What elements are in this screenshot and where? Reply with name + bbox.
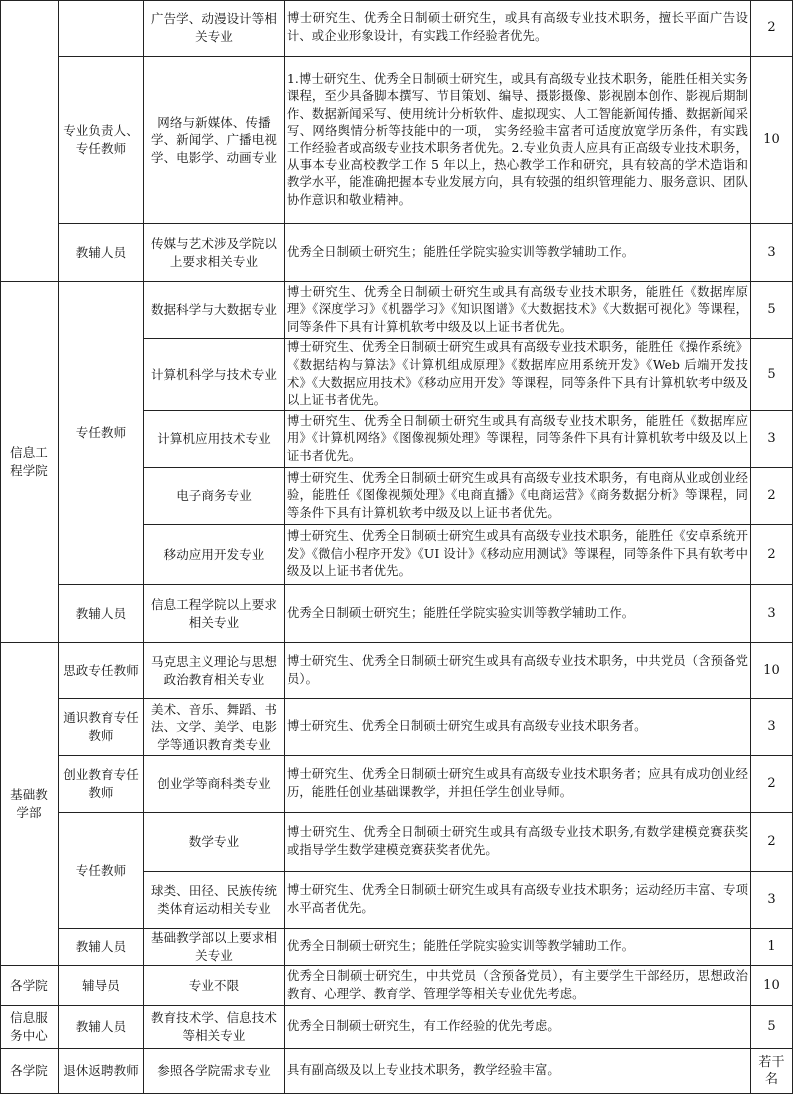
major-cell — [144, 585, 285, 643]
major-cell — [144, 643, 285, 699]
count-cell — [751, 966, 793, 1006]
requirement-text: 优秀全日制硕士研究生；能胜任学院实验实训等教学辅助工作。 — [287, 605, 635, 620]
major-cell — [144, 411, 285, 468]
position-cell — [59, 224, 144, 282]
department-label: 各学院 — [10, 1063, 48, 1079]
requirement-text: 博士研究生、优秀全日制硕士研究生或具有高级专业技术职务，能胜任《数据库原理》《深度学习》《机器学习》《知识图谱》《大数据技术》《大数据可视化》等课程，同等条件下具有计算机软考中级及以上证书者优先。 — [287, 284, 748, 334]
major-cell — [144, 525, 285, 585]
major-label: 创业学等商科类专业 — [157, 776, 271, 792]
major-label: 专业不限 — [188, 977, 240, 993]
department-label: 信息服务中心 — [10, 1010, 48, 1043]
requirement-text: 优秀全日制硕士研究生；能胜任学院实验实训等教学辅助工作。 — [287, 939, 635, 954]
count-value: 若干名 — [758, 1055, 785, 1087]
position-label: 专任教师 — [75, 425, 127, 441]
department-cell — [0, 643, 59, 966]
position-label: 通识教育专任教师 — [63, 710, 139, 743]
count-value: 5 — [767, 1019, 776, 1035]
major-cell — [144, 468, 285, 525]
major-cell — [144, 756, 285, 813]
requirement-text: 博士研究生、优秀全日制硕士研究生或具有高级专业技术职务者；应具有成功创业经历，能胜任创业基础课教学，并担任学生创业导师。 — [287, 767, 748, 799]
count-cell — [751, 585, 793, 643]
major-label: 传媒与艺术涉及学院以上要求相关专业 — [150, 235, 277, 269]
major-label: 信息工程学院以上要求相关专业 — [150, 596, 277, 630]
position-label: 教辅人员 — [75, 939, 127, 955]
requirement-text: 博士研究生、优秀全日制硕士研究生或具有高级专业技术职务,有数学建模竞赛获奖或指导学生数学建模竞赛获奖者优先。 — [287, 825, 748, 857]
major-label: 美术、音乐、舞蹈、书法、文学、美学、电影学等通识教育类专业 — [150, 701, 277, 752]
count-cell — [751, 57, 793, 224]
position-cell — [59, 57, 144, 224]
count-cell — [751, 929, 793, 966]
major-cell — [144, 224, 285, 282]
major-cell — [144, 57, 285, 224]
requirement-cell — [285, 929, 751, 966]
count-cell — [751, 282, 793, 339]
count-cell — [751, 872, 793, 929]
requirement-cell — [285, 411, 751, 468]
major-cell — [144, 339, 285, 411]
requirement-cell — [285, 872, 751, 929]
department-label: 各学院 — [10, 977, 48, 993]
requirement-cell — [285, 966, 751, 1006]
count-value: 3 — [767, 892, 776, 908]
count-value: 5 — [767, 366, 776, 382]
count-cell — [751, 1049, 793, 1094]
major-label: 计算机科学与技术专业 — [150, 366, 277, 382]
major-label: 移动应用开发专业 — [163, 546, 265, 562]
major-label: 数学专业 — [188, 834, 240, 850]
count-cell — [751, 411, 793, 468]
department-cell — [0, 1049, 59, 1094]
position-cell — [59, 929, 144, 966]
count-value: 10 — [763, 132, 780, 148]
position-cell — [59, 966, 144, 1006]
position-cell — [59, 813, 144, 929]
requirement-cell — [285, 1049, 751, 1094]
count-cell — [751, 1006, 793, 1049]
count-value: 3 — [767, 244, 776, 260]
count-cell — [751, 0, 793, 57]
department-cell — [0, 1006, 59, 1049]
major-label: 球类、田径、民族传统类体育运动相关专业 — [150, 883, 277, 916]
requirement-text: 博士研究生、优秀全日制硕士研究生或具有高级专业技术职务，能胜任《操作系统》《数据结构与算法》《计算机组成原理》《数据库应用系统开发》《Web 后端开发技术》《大数据应用技术》《移动应用开发》等课程，同等条件下具有计算机软考中级及以上证书者优先。 — [287, 340, 748, 408]
requirement-cell — [285, 643, 751, 699]
requirement-text: 优秀全日制硕士研究生，中共党员（含预备党员），有主要学生干部经历，思想政治教育、心理学、教育学、管理学等相关专业优先考虑。 — [287, 968, 748, 1001]
count-value: 2 — [767, 488, 776, 504]
position-label: 创业教育专任教师 — [63, 767, 139, 800]
requirement-cell — [285, 57, 751, 224]
count-cell — [751, 339, 793, 411]
department-label: 基础教学部 — [10, 787, 48, 820]
requirement-text: 博士研究生、优秀全日制硕士研究生或具有高级专业技术职务者。 — [287, 719, 647, 734]
requirement-cell — [285, 339, 751, 411]
position-label: 辅导员 — [82, 977, 120, 993]
count-value: 1 — [767, 939, 776, 955]
requirement-text: 博士研究生、优秀全日制硕士研究生或具有高级专业技术职务，能胜任《数据库应用》《计算机网络》《图像视频处理》等课程，同等条件下具有计算机软考中级及以上证书者优先。 — [287, 413, 748, 463]
major-label: 基础教学部以上要求相关专业 — [150, 930, 277, 963]
position-cell — [59, 643, 144, 699]
major-cell — [144, 0, 285, 57]
count-cell — [751, 468, 793, 525]
count-value: 2 — [767, 834, 776, 850]
position-cell — [59, 756, 144, 813]
count-value: 3 — [767, 605, 776, 621]
requirement-cell — [285, 813, 751, 872]
count-value: 2 — [767, 776, 776, 792]
count-value: 10 — [763, 977, 780, 993]
requirement-cell — [285, 224, 751, 282]
requirement-cell — [285, 468, 751, 525]
count-cell — [751, 525, 793, 585]
requirement-text: 具有副高级及以上专业技术职务，教学经验丰富。 — [287, 1063, 560, 1078]
major-cell — [144, 813, 285, 872]
major-cell — [144, 872, 285, 929]
count-value: 3 — [767, 719, 776, 735]
major-label: 参照各学院需求专业 — [157, 1063, 271, 1079]
requirement-cell — [285, 1006, 751, 1049]
major-label: 广告学、动漫设计等相关专业 — [150, 11, 277, 44]
major-label: 电子商务专业 — [176, 488, 252, 504]
count-value: 2 — [767, 546, 776, 562]
count-value: 5 — [767, 302, 776, 318]
department-cell — [0, 282, 59, 643]
requirement-text: 优秀全日制硕士研究生，有工作经验的优先考虑。 — [287, 1019, 560, 1034]
department-cell-continued — [0, 0, 59, 282]
major-cell — [144, 1006, 285, 1049]
requirement-text: 博士研究生、优秀全日制硕士研究生或具有高级专业技术职务；运动经历丰富、专项水平高者优先。 — [287, 883, 748, 915]
position-cell-continued — [59, 0, 144, 57]
major-label: 计算机应用技术专业 — [157, 431, 271, 447]
major-label: 数据科学与大数据专业 — [150, 302, 277, 318]
count-cell — [751, 224, 793, 282]
count-cell — [751, 813, 793, 872]
position-cell — [59, 699, 144, 756]
requirement-cell — [285, 282, 751, 339]
position-label: 专任教师 — [75, 862, 127, 878]
requirement-text: 博士研究生、优秀全日制硕士研究生，或具有高级专业技术职务，擅长平面广告设计、或企业形象设计，有实践工作经验者优先。 — [287, 11, 748, 43]
position-cell — [59, 585, 144, 643]
major-cell — [144, 929, 285, 966]
department-label: 信息工程学院 — [10, 445, 48, 478]
major-label: 教育技术学、信息技术等相关专业 — [150, 1010, 277, 1043]
major-label: 网络与新媒体、传播学、新闻学、广播电视学、电影学、动画专业 — [150, 114, 277, 165]
requirement-cell — [285, 699, 751, 756]
position-label: 教辅人员 — [75, 605, 127, 621]
position-cell — [59, 1006, 144, 1049]
requirement-text: 博士研究生、优秀全日制硕士研究生或具有高级专业技术职务，有电商从业或创业经验，能胜任《图像视频处理》《电商直播》《电商运营》《商务数据分析》等课程，同等条件下具有计算机软考中级及以上证书者优先。 — [287, 470, 748, 520]
requirement-cell — [285, 0, 751, 57]
major-cell — [144, 966, 285, 1006]
position-label: 教辅人员 — [75, 244, 127, 260]
major-label: 马克思主义理论与思想政治教育相关专业 — [150, 653, 277, 687]
position-cell — [59, 282, 144, 585]
requirement-text: 博士研究生、优秀全日制硕士研究生或具有高级专业技术职务，中共党员（含预备党员）。 — [287, 653, 748, 686]
requirement-text: 优秀全日制硕士研究生；能胜任学院实验实训等教学辅助工作。 — [287, 244, 635, 259]
position-label: 专业负责人、专任教师 — [63, 123, 139, 156]
position-label: 退休返聘教师 — [63, 1063, 139, 1079]
major-cell — [144, 699, 285, 756]
count-cell — [751, 699, 793, 756]
count-cell — [751, 643, 793, 699]
position-label: 教辅人员 — [75, 1019, 127, 1035]
position-cell — [59, 1049, 144, 1094]
requirement-cell — [285, 525, 751, 585]
major-cell — [144, 1049, 285, 1094]
count-cell — [751, 756, 793, 813]
count-value: 3 — [767, 431, 776, 447]
major-cell — [144, 282, 285, 339]
requirement-cell — [285, 756, 751, 813]
count-value: 10 — [763, 662, 780, 678]
department-cell — [0, 966, 59, 1006]
count-value: 2 — [767, 20, 776, 36]
requirement-text: 博士研究生、优秀全日制硕士研究生或具有高级专业技术职务，能胜任《安卓系统开发》《微信小程序开发》《UI 设计》《移动应用测试》等课程，同等条件下具有软考中级及以上证书者优先。 — [287, 529, 748, 579]
position-label: 思政专任教师 — [63, 662, 139, 678]
requirement-text: 1.博士研究生、优秀全日制硕士研究生，或具有高级专业技术职务，能胜任相关实务课程，至少具备脚本撰写、节目策划、编导、摄影摄像、影视剧本创作、影视后期制作、数据新闻采写、使用统计分析软件、虚拟现实、人工智能新闻传播、数据新闻采写、网络舆情分析等技能中的一项， 实务经验丰富者可适度放宽学历条件，有实践工作经验者或高级专业技术职务者优先。2.专业负责人应具有正高级专业技术职务，从事本专业高校教学工作 5 年以上，热心教学工作和研究，具有较高的学术造诣和教学水平，能准确把握本专业发展方向，具有较强的组织管理能力、服务意识、团队协作意识和敬业精神。 — [287, 72, 748, 207]
requirement-cell — [285, 585, 751, 643]
